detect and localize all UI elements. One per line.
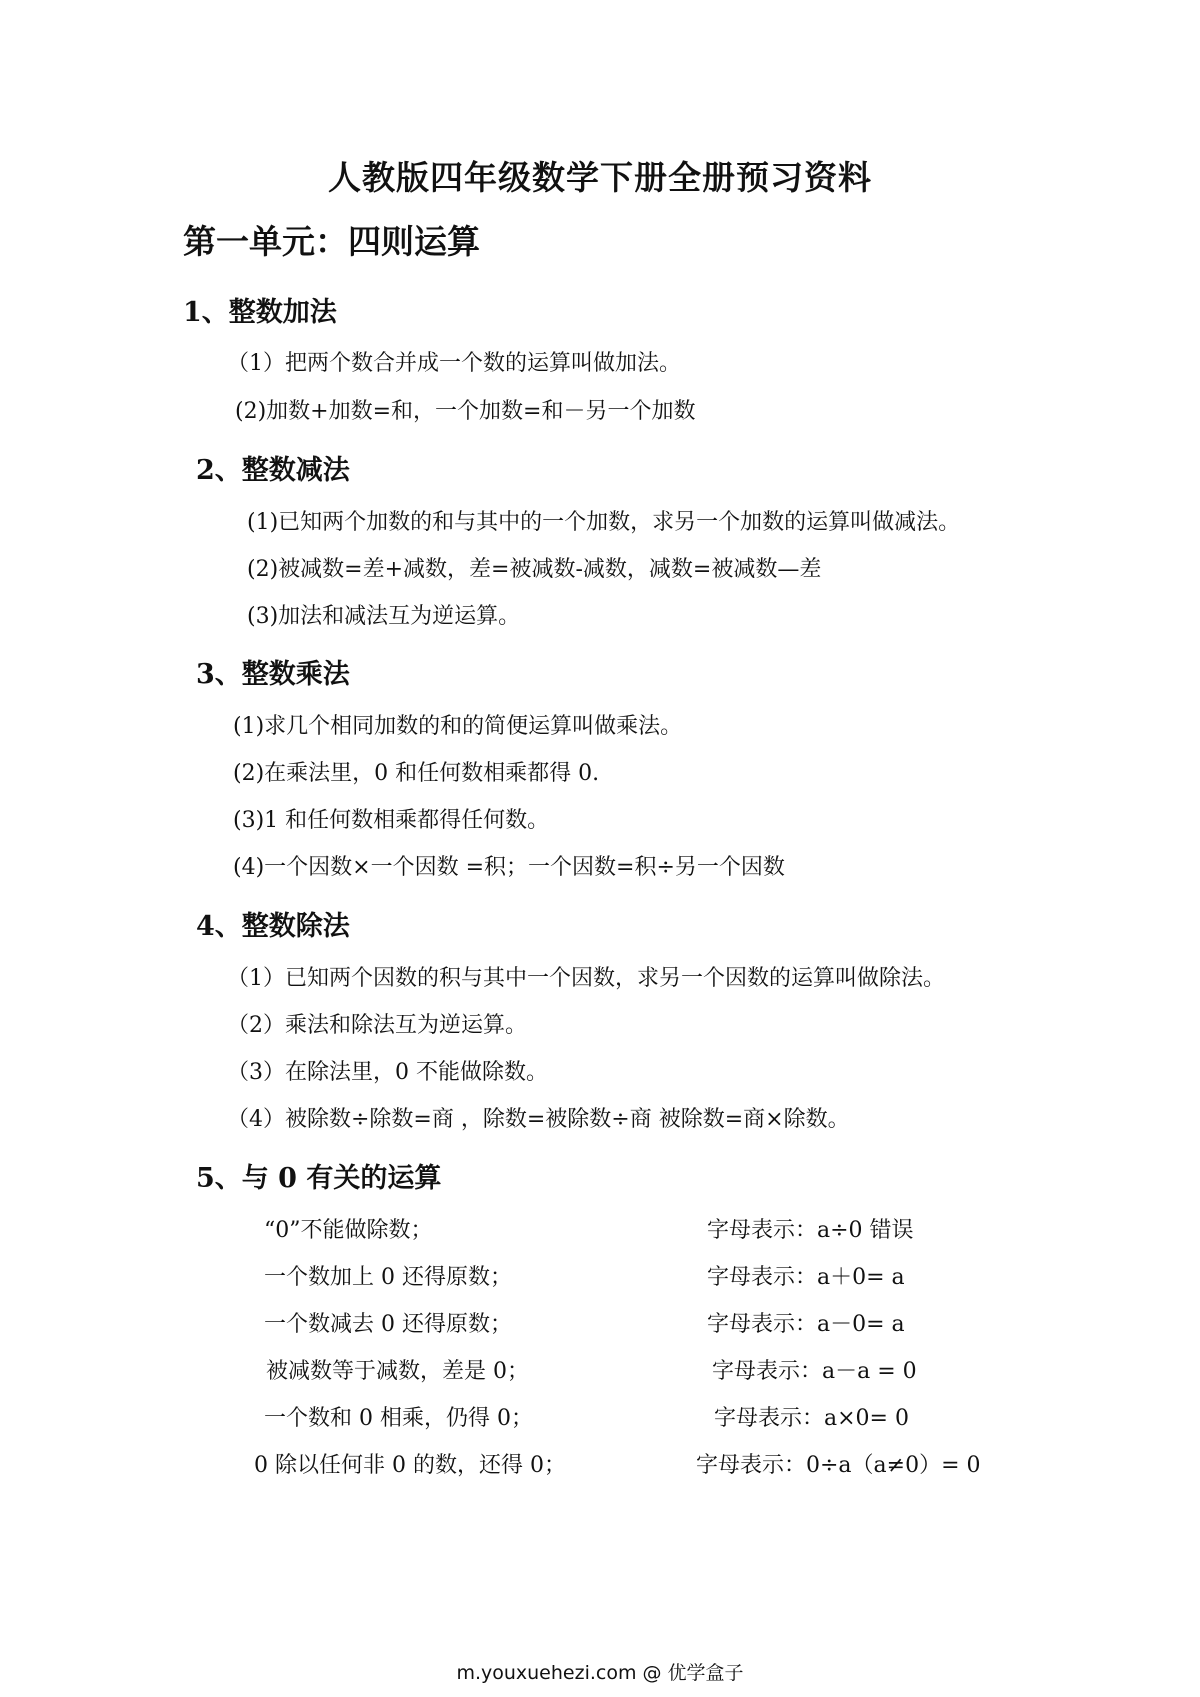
zero-rule-formula: 字母表示：a－0= a [707, 1312, 905, 1337]
section-heading-division: 4、整数除法 [196, 911, 350, 942]
zero-rule-text: 一个数减去 0 还得原数； [264, 1312, 512, 1337]
section-heading-multiplication: 3、整数乘法 [196, 659, 350, 690]
zero-rule-formula: 字母表示：a÷0 错误 [707, 1218, 914, 1243]
multiplication-line-4: (4)一个因数×一个因数 =积；一个因数=积÷另一个因数 [233, 855, 785, 880]
multiplication-line-2: (2)在乘法里，0 和任何数相乘都得 0. [233, 761, 600, 786]
division-line-2: （2）乘法和除法互为逆运算。 [227, 1013, 527, 1038]
zero-rule-text: 被减数等于减数，差是 0； [266, 1359, 529, 1384]
addition-line-2: (2)加数+加数=和，一个加数=和－另一个加数 [235, 399, 696, 424]
zero-rule-formula: 字母表示：a－a = 0 [712, 1359, 917, 1384]
zero-rule-formula: 字母表示：0÷a（a≠0）= 0 [696, 1453, 981, 1478]
addition-line-1: （1）把两个数合并成一个数的运算叫做加法。 [227, 351, 681, 376]
footer-watermark: m.youxuehezi.com @ 优学盒子 [456, 1662, 744, 1684]
division-line-4: （4）被除数÷除数=商 ，除数=被除数÷商 被除数=商×除数。 [227, 1107, 850, 1132]
zero-rule-text: 0 除以任何非 0 的数，还得 0； [254, 1453, 566, 1478]
section-heading-subtraction: 2、整数减法 [196, 455, 350, 486]
subtraction-line-2: (2)被减数=差+减数，差=被减数-减数，减数=被减数—差 [247, 557, 822, 582]
subtraction-line-1: (1)已知两个加数的和与其中的一个加数，求另一个加数的运算叫做减法。 [247, 510, 961, 535]
section-heading-zero-operations: 5、与 0 有关的运算 [196, 1163, 442, 1194]
zero-rule-text: “0”不能做除数； [264, 1218, 433, 1243]
zero-rule-text: 一个数和 0 相乘，仍得 0； [264, 1406, 533, 1431]
zero-rule-text: 一个数加上 0 还得原数； [264, 1265, 512, 1290]
unit-heading: 第一单元：四则运算 [183, 222, 480, 261]
division-line-1: （1）已知两个因数的积与其中一个因数，求另一个因数的运算叫做除法。 [227, 966, 945, 991]
zero-rule-formula: 字母表示：a×0= 0 [714, 1406, 909, 1431]
subtraction-line-3: (3)加法和减法互为逆运算。 [247, 604, 521, 629]
document-title: 人教版四年级数学下册全册预习资料 [328, 158, 872, 197]
zero-rule-formula: 字母表示：a＋0= a [707, 1265, 905, 1290]
division-line-3: （3）在除法里，0 不能做除数。 [227, 1060, 548, 1085]
section-heading-addition: 1、整数加法 [183, 297, 337, 328]
multiplication-line-1: (1)求几个相同加数的和的简便运算叫做乘法。 [233, 714, 683, 739]
multiplication-line-3: (3)1 和任何数相乘都得任何数。 [233, 808, 550, 833]
